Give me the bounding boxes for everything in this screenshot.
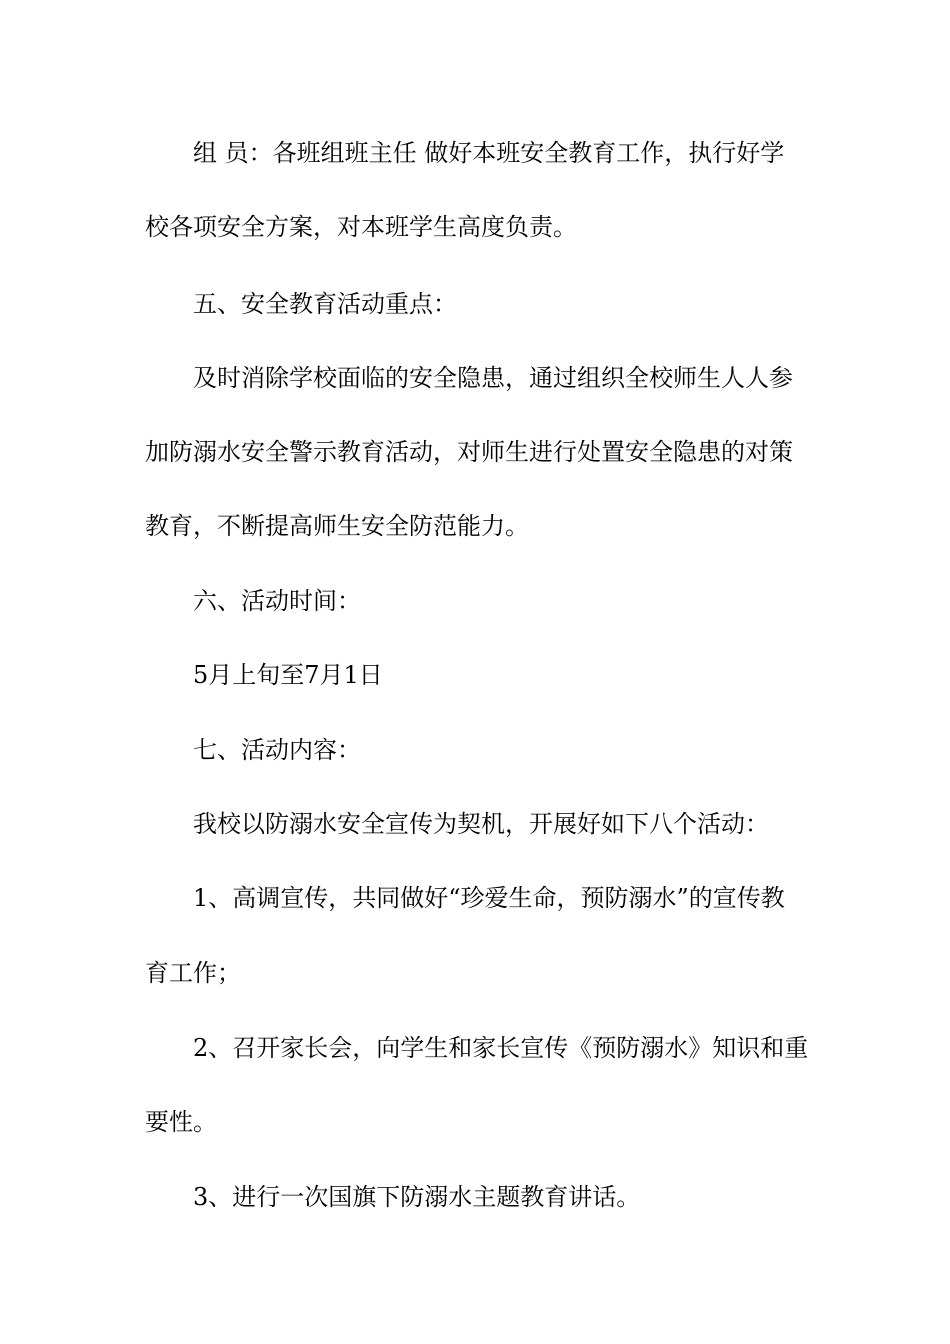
paragraph-line: 及时消除学校面临的安全隐患，通过组织全校师生人人参 xyxy=(193,364,793,392)
list-item-1-continued: 育工作； xyxy=(145,959,241,987)
list-item-2: 2、召开家长会，向学生和家长宣传《预防溺水》知识和重 xyxy=(193,1034,809,1062)
paragraph-line: 加防溺水安全警示教育活动，对师生进行处置安全隐患的对策 xyxy=(145,438,793,466)
paragraph-line: 我校以防溺水安全宣传为契机，开展好如下八个活动： xyxy=(193,810,769,838)
paragraph-line: 教育，不断提高师生安全防范能力。 xyxy=(145,512,529,540)
member-line: 组 员：各班组班主任 做好本班安全教育工作，执行好学 xyxy=(193,139,785,167)
section-heading-7: 七、活动内容： xyxy=(193,736,361,764)
section-heading-6: 六、活动时间： xyxy=(193,587,361,615)
section-heading-5: 五、安全教育活动重点： xyxy=(193,290,457,318)
list-item-3: 3、进行一次国旗下防溺水主题教育讲话。 xyxy=(193,1183,641,1211)
activity-time: 5月上旬至7月1日 xyxy=(193,661,383,689)
list-item-2-continued: 要性。 xyxy=(145,1108,217,1136)
member-line-continued: 校各项安全方案，对本班学生高度负责。 xyxy=(145,213,577,241)
list-item-1: 1、高调宣传，共同做好“珍爱生命，预防溺水”的宣传教 xyxy=(193,884,785,912)
